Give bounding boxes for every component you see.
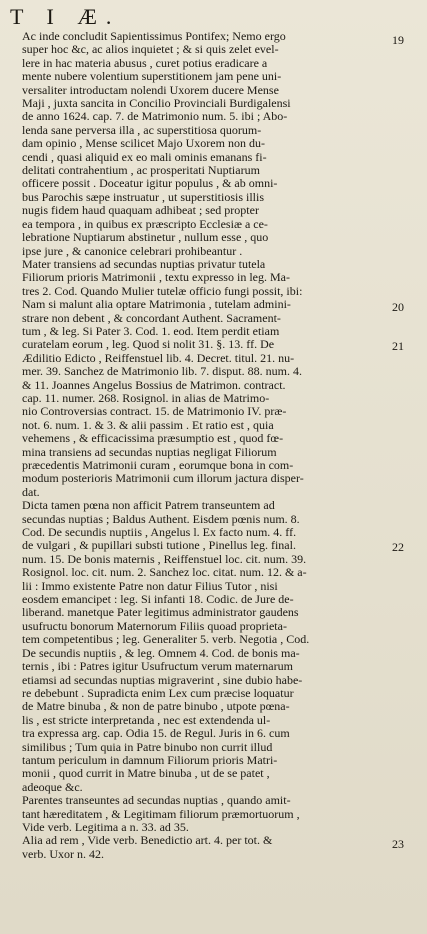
text-line: dat. — [22, 484, 40, 499]
text-line: lebratione Nuptiarum abstinetur , nullum esse , quo — [22, 230, 269, 245]
text-line: Ac inde concludit Sapientissimus Pontifex; Nemo ergo — [22, 29, 286, 43]
text-line: ipse jure , & canonice celebrari prohibeantur . — [22, 243, 243, 258]
text-line: tantum periculum in damnum Filiorum prioris Matri- — [22, 752, 278, 767]
text-line: verb. Uxor n. 42. — [22, 846, 104, 861]
text-line: tres 2. Cod. Quando Mulier tutelæ officio fungi possit, ibi: — [22, 283, 303, 298]
text-line: tum , & leg. Si Pater 3. Cod. 1. eod. Item perdit etiam — [22, 323, 280, 338]
text-line: mer. 39. Sanchez de Matrimonio lib. 7. disput. 88. num. 4. — [22, 364, 302, 379]
text-line: tra expressa arg. cap. Odia 15. de Regul. Juris in 6. cum — [22, 726, 290, 741]
text-line: Filiorum prioris Matrimonii , textu expresso in leg. Ma- — [22, 270, 290, 285]
margin-number: 22 — [392, 540, 404, 554]
text-line: ea tempora , in quibus ex præscripto Ecclesiæ a ce- — [22, 216, 268, 231]
text-line: Parentes transeuntes ad secundas nuptias , quando amit- — [22, 793, 291, 808]
text-line: strare non debent , & concordant Authent. Sacrament- — [22, 310, 281, 325]
text-line: similibus ; Tum quia in Patre binubo non currit illud — [22, 739, 273, 754]
text-line: dam opinio , Mense scilicet Majo Uxorem non du- — [22, 136, 265, 151]
text-line: Maji , juxta sancita in Concilio Provinciali Burdigalensi — [22, 96, 291, 111]
text-line: Mater transiens ad secundas nuptias privatur tutela — [22, 256, 266, 271]
text-line: usufructu bonorum Maternorum Filiis quoad proprieta- — [22, 618, 287, 633]
text-line: & 11. Joannes Angelus Bossius de Matrimon. contract. — [22, 377, 286, 392]
text-line: De secundis nuptiis , & leg. Omnem 4. Cod. de bonis ma- — [22, 645, 300, 660]
text-line: tant hæreditatem , & Legitimam filiorum præmortuorum , — [22, 806, 300, 821]
text-line: Nam si malunt alia optare Matrimonia , tutelam admini- — [22, 297, 291, 312]
text-line: de Matre binuba , & non de patre binubo , utpote pœna- — [22, 699, 290, 714]
text-line: eosdem emancipet : leg. Si infanti 18. Codic. de Jure de- — [22, 592, 294, 607]
text-line: adeoque &c. — [22, 779, 83, 794]
text-line: modum posterioris Matrimonii cum illorum jactura disper- — [22, 471, 304, 486]
text-line: secundas nuptias ; Baldus Authent. Eisdem pœnis num. 8. — [22, 511, 300, 526]
text-line: lere in hac materia abusus , curet potius eradicare a — [22, 55, 268, 70]
text-line: lis , est stricte interpretanda , nec est extendenda ul- — [22, 712, 271, 727]
margin-number: 23 — [392, 837, 404, 851]
text-line: mente nubere volentium superstitionem jam pene uni- — [22, 69, 282, 84]
text-line: super hoc &c, ac alios inquietet ; & si quis zelet evel- — [22, 42, 279, 57]
text-line: Alia ad rem , Vide verb. Benedictio art. 4. per tot. & — [22, 833, 273, 848]
text-line: ternis , ibi : Patres igitur Usufructum verum maternarum — [22, 659, 293, 674]
text-line: nugis fidem haud quaquam adhibeat ; sed propter — [22, 203, 259, 218]
text-line: monii , quod currit in Matre binuba , ut de se patet , — [22, 766, 270, 781]
text-line: etiamsi ad secundas nuptias migraverint , sine dubio habe- — [22, 672, 303, 687]
text-line: re debebunt . Supradicta enim Lex cum præcise loquatur — [22, 685, 294, 700]
text-line: lenda sane perversa illa , ac superstitiosa quorum- — [22, 122, 262, 137]
running-header: T I Æ. — [10, 4, 121, 29]
paragraph — [8, 499, 390, 794]
text-line: bus Parochis sæpe instruatur , ut superstitiosis illis — [22, 189, 264, 204]
text-line: vehemens , & efficacissima præsumptio est , quod fœ- — [22, 431, 284, 446]
text-line: versaliter introductam nolendi Uxorem ducere Mense — [22, 82, 279, 97]
text-line: liberand. manetque Pater legitimus administrator gaudens — [22, 605, 299, 620]
text-line: Rosignol. loc. cit. num. 2. Sanchez loc. citat. num. 12. & a- — [22, 565, 307, 580]
text-line: cap. 11. numer. 268. Rosignol. in alias de Matrimo- — [22, 390, 270, 405]
text-line: cendi , quasi aliquid ex eo mali ominis emanans fi- — [22, 149, 267, 164]
text-line: num. 15. De bonis maternis , Reiffenstuel loc. cit. num. 39. — [22, 551, 307, 566]
text-line: Cod. De secundis nuptiis , Angelus l. Ex facto num. 4. ff. — [22, 525, 297, 540]
text-line: delitati contrahentium , ac prosperitati Nuptiarum — [22, 163, 260, 178]
margin-number: 19 — [392, 33, 404, 47]
text-line: Ædilitio Edicto , Reiffenstuel lib. 4. Decret. titul. 21. nu- — [22, 350, 295, 365]
text-line: de anno 1624. cap. 7. de Matrimonio num. 5. ibi ; Abo- — [22, 109, 288, 124]
text-line: Dicta tamen pœna non afficit Patrem transeuntem ad — [22, 498, 275, 513]
margin-number: 21 — [392, 339, 404, 353]
text-line: mina transiens ad secundas nuptias negligat Filiorum — [22, 444, 277, 459]
paragraph — [8, 794, 390, 834]
paragraph — [8, 834, 390, 861]
paragraph — [8, 258, 390, 499]
text-line: nio Controversias contract. 15. de Matrimonio IV. præ- — [22, 404, 287, 419]
text-line: Vide verb. Legitima a n. 33. ad 35. — [22, 819, 189, 834]
text-line: curatelam eorum , leg. Quod si nolit 31. §. 13. ff. De — [22, 337, 275, 352]
text-line: officere possit . Doceatur igitur populus , & ab omni- — [22, 176, 278, 191]
text-line: tem competentibus ; leg. Generaliter 5. verb. Negotia , Cod. — [22, 632, 310, 647]
text-line: præcedentis Matrimonii curam , eorumque bona in com- — [22, 458, 294, 472]
margin-number: 20 — [392, 300, 404, 314]
text-line: de vulgari , & pupillari substi tutione , Pinellus leg. final. — [22, 538, 296, 553]
text-line: lii : Immo existente Patre non datur Filius Tutor , nisi — [22, 578, 278, 593]
text-line: not. 6. num. 1. & 3. & alii passim . Et ratio est , quia — [22, 417, 274, 432]
body-text — [8, 30, 390, 861]
paragraph — [8, 30, 390, 258]
